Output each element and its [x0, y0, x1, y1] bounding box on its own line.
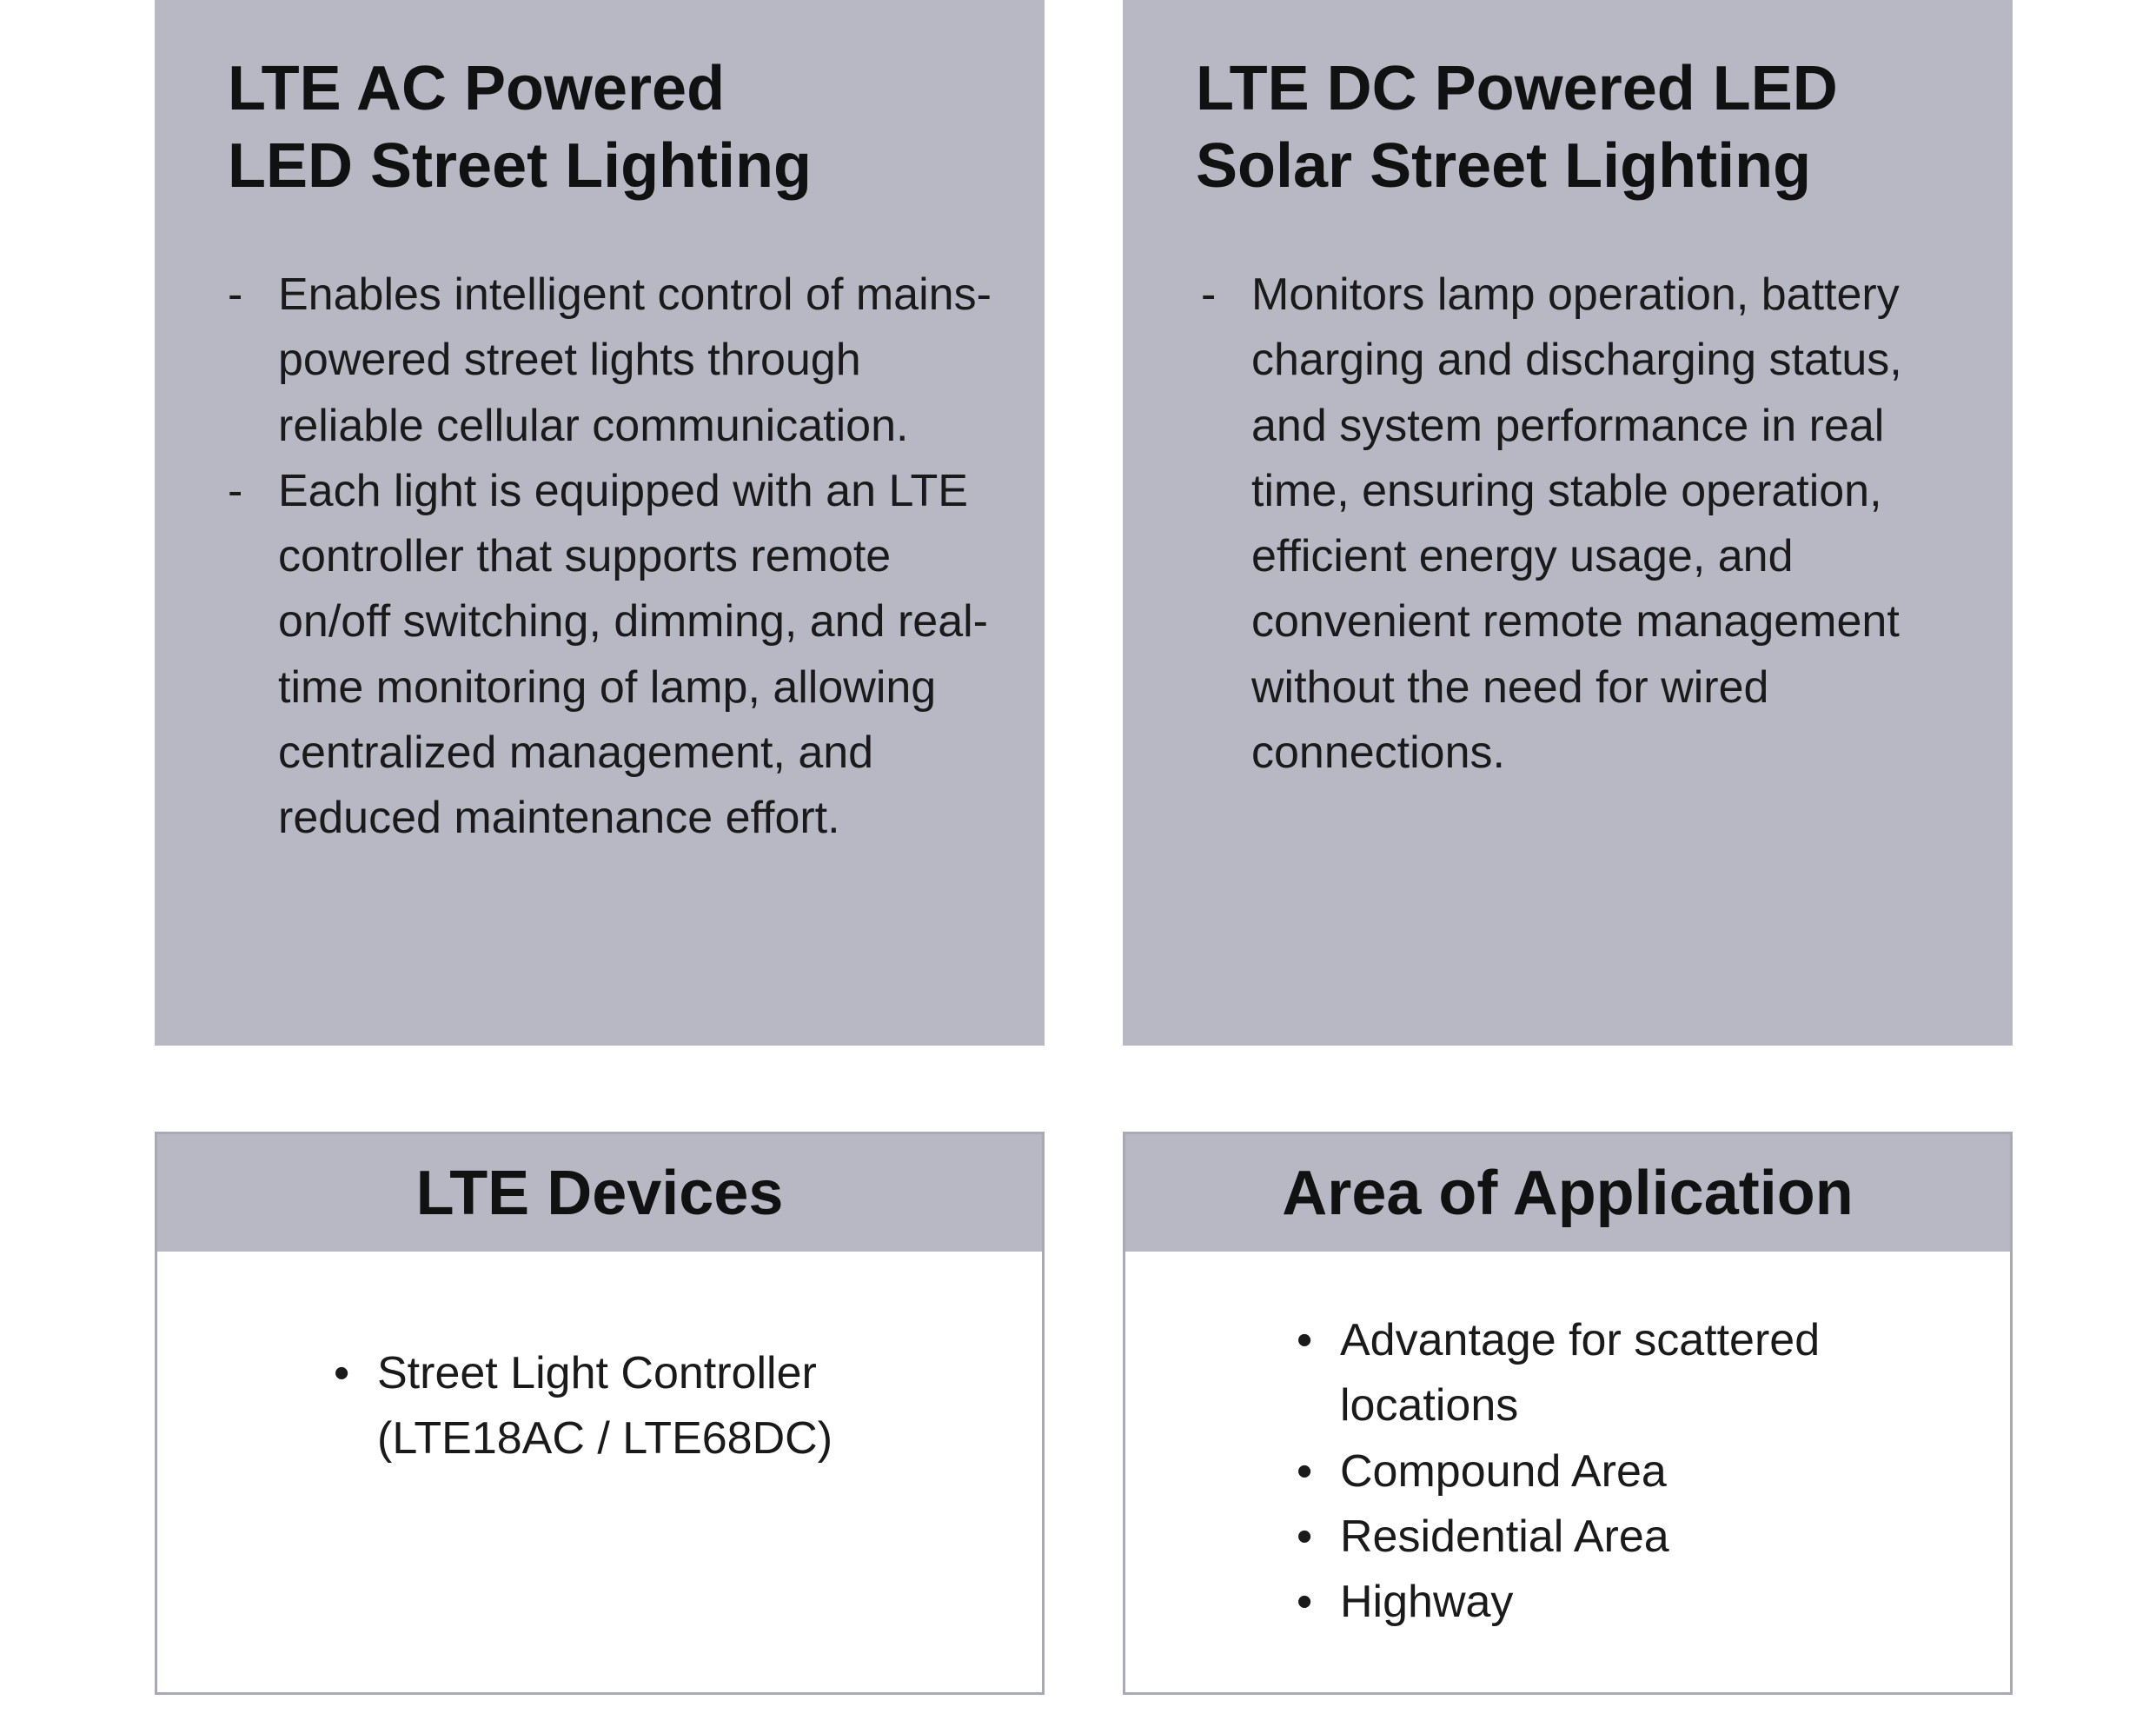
- bullet-dot: •: [1297, 1577, 1313, 1628]
- area-of-application-card: [1123, 1132, 2013, 1695]
- lte-devices-list: [334, 1341, 959, 1472]
- list-item: [1297, 1504, 1922, 1570]
- bullet-dot: •: [334, 1348, 350, 1398]
- dc-lighting-title: [1196, 50, 1838, 205]
- list-item: [1297, 1570, 1922, 1635]
- list-item-text: Each light is equipped with an LTE controller that supports remote on/off switching, dimming, and real-time monitoring of lamp, allowing centralized management, and reduced maintenance effort.: [278, 465, 988, 844]
- list-item-text: Monitors lamp operation, battery charging and discharging status, and system performance in real time, ensuring stable operation, efficient energy usage, and convenient remote management without the need for wired connections.: [1251, 269, 1902, 779]
- dc-title-line-2: Solar Street Lighting: [1196, 131, 1812, 201]
- ac-lighting-title: [228, 50, 812, 205]
- lte-devices-card: [155, 1132, 1045, 1695]
- bullet-dot: •: [1297, 1445, 1313, 1497]
- list-item-text: Advantage for scattered locations: [1340, 1315, 1821, 1431]
- bullet-dot: •: [1297, 1315, 1313, 1365]
- list-item: [1201, 262, 1983, 786]
- list-item-text: Enables intelligent control of mains-powered street lights through reliable cellular communication.: [278, 269, 992, 451]
- dc-lighting-card: [1123, 0, 2013, 1046]
- dash-marker: -: [1201, 269, 1217, 320]
- list-item: [334, 1341, 959, 1472]
- ac-title-line-2: LED Street Lighting: [228, 131, 812, 201]
- dash-marker: -: [228, 269, 243, 320]
- list-item: [1297, 1439, 1922, 1504]
- ac-bullet-list: [228, 262, 1010, 852]
- dash-marker: -: [228, 465, 243, 516]
- ac-lighting-card: [155, 0, 1045, 1046]
- dc-bullet-list: [1201, 262, 1983, 786]
- list-item-text: Residential Area: [1340, 1511, 1669, 1562]
- list-item: [1297, 1308, 1922, 1439]
- dc-title-line-1: LTE DC Powered LED: [1196, 54, 1838, 123]
- bullet-dot: •: [1297, 1511, 1313, 1562]
- list-item: [228, 262, 1010, 459]
- area-of-application-title: Area of Application: [1125, 1134, 2010, 1252]
- list-item-text: Street Light Controller (LTE18AC / LTE68DC): [377, 1348, 833, 1465]
- list-item-text: Highway: [1340, 1577, 1514, 1628]
- area-of-application-list: [1297, 1308, 1922, 1635]
- list-item: [228, 459, 1010, 852]
- lte-devices-title: LTE Devices: [157, 1134, 1042, 1252]
- list-item-text: Compound Area: [1340, 1445, 1667, 1497]
- ac-title-line-1: LTE AC Powered: [228, 54, 726, 123]
